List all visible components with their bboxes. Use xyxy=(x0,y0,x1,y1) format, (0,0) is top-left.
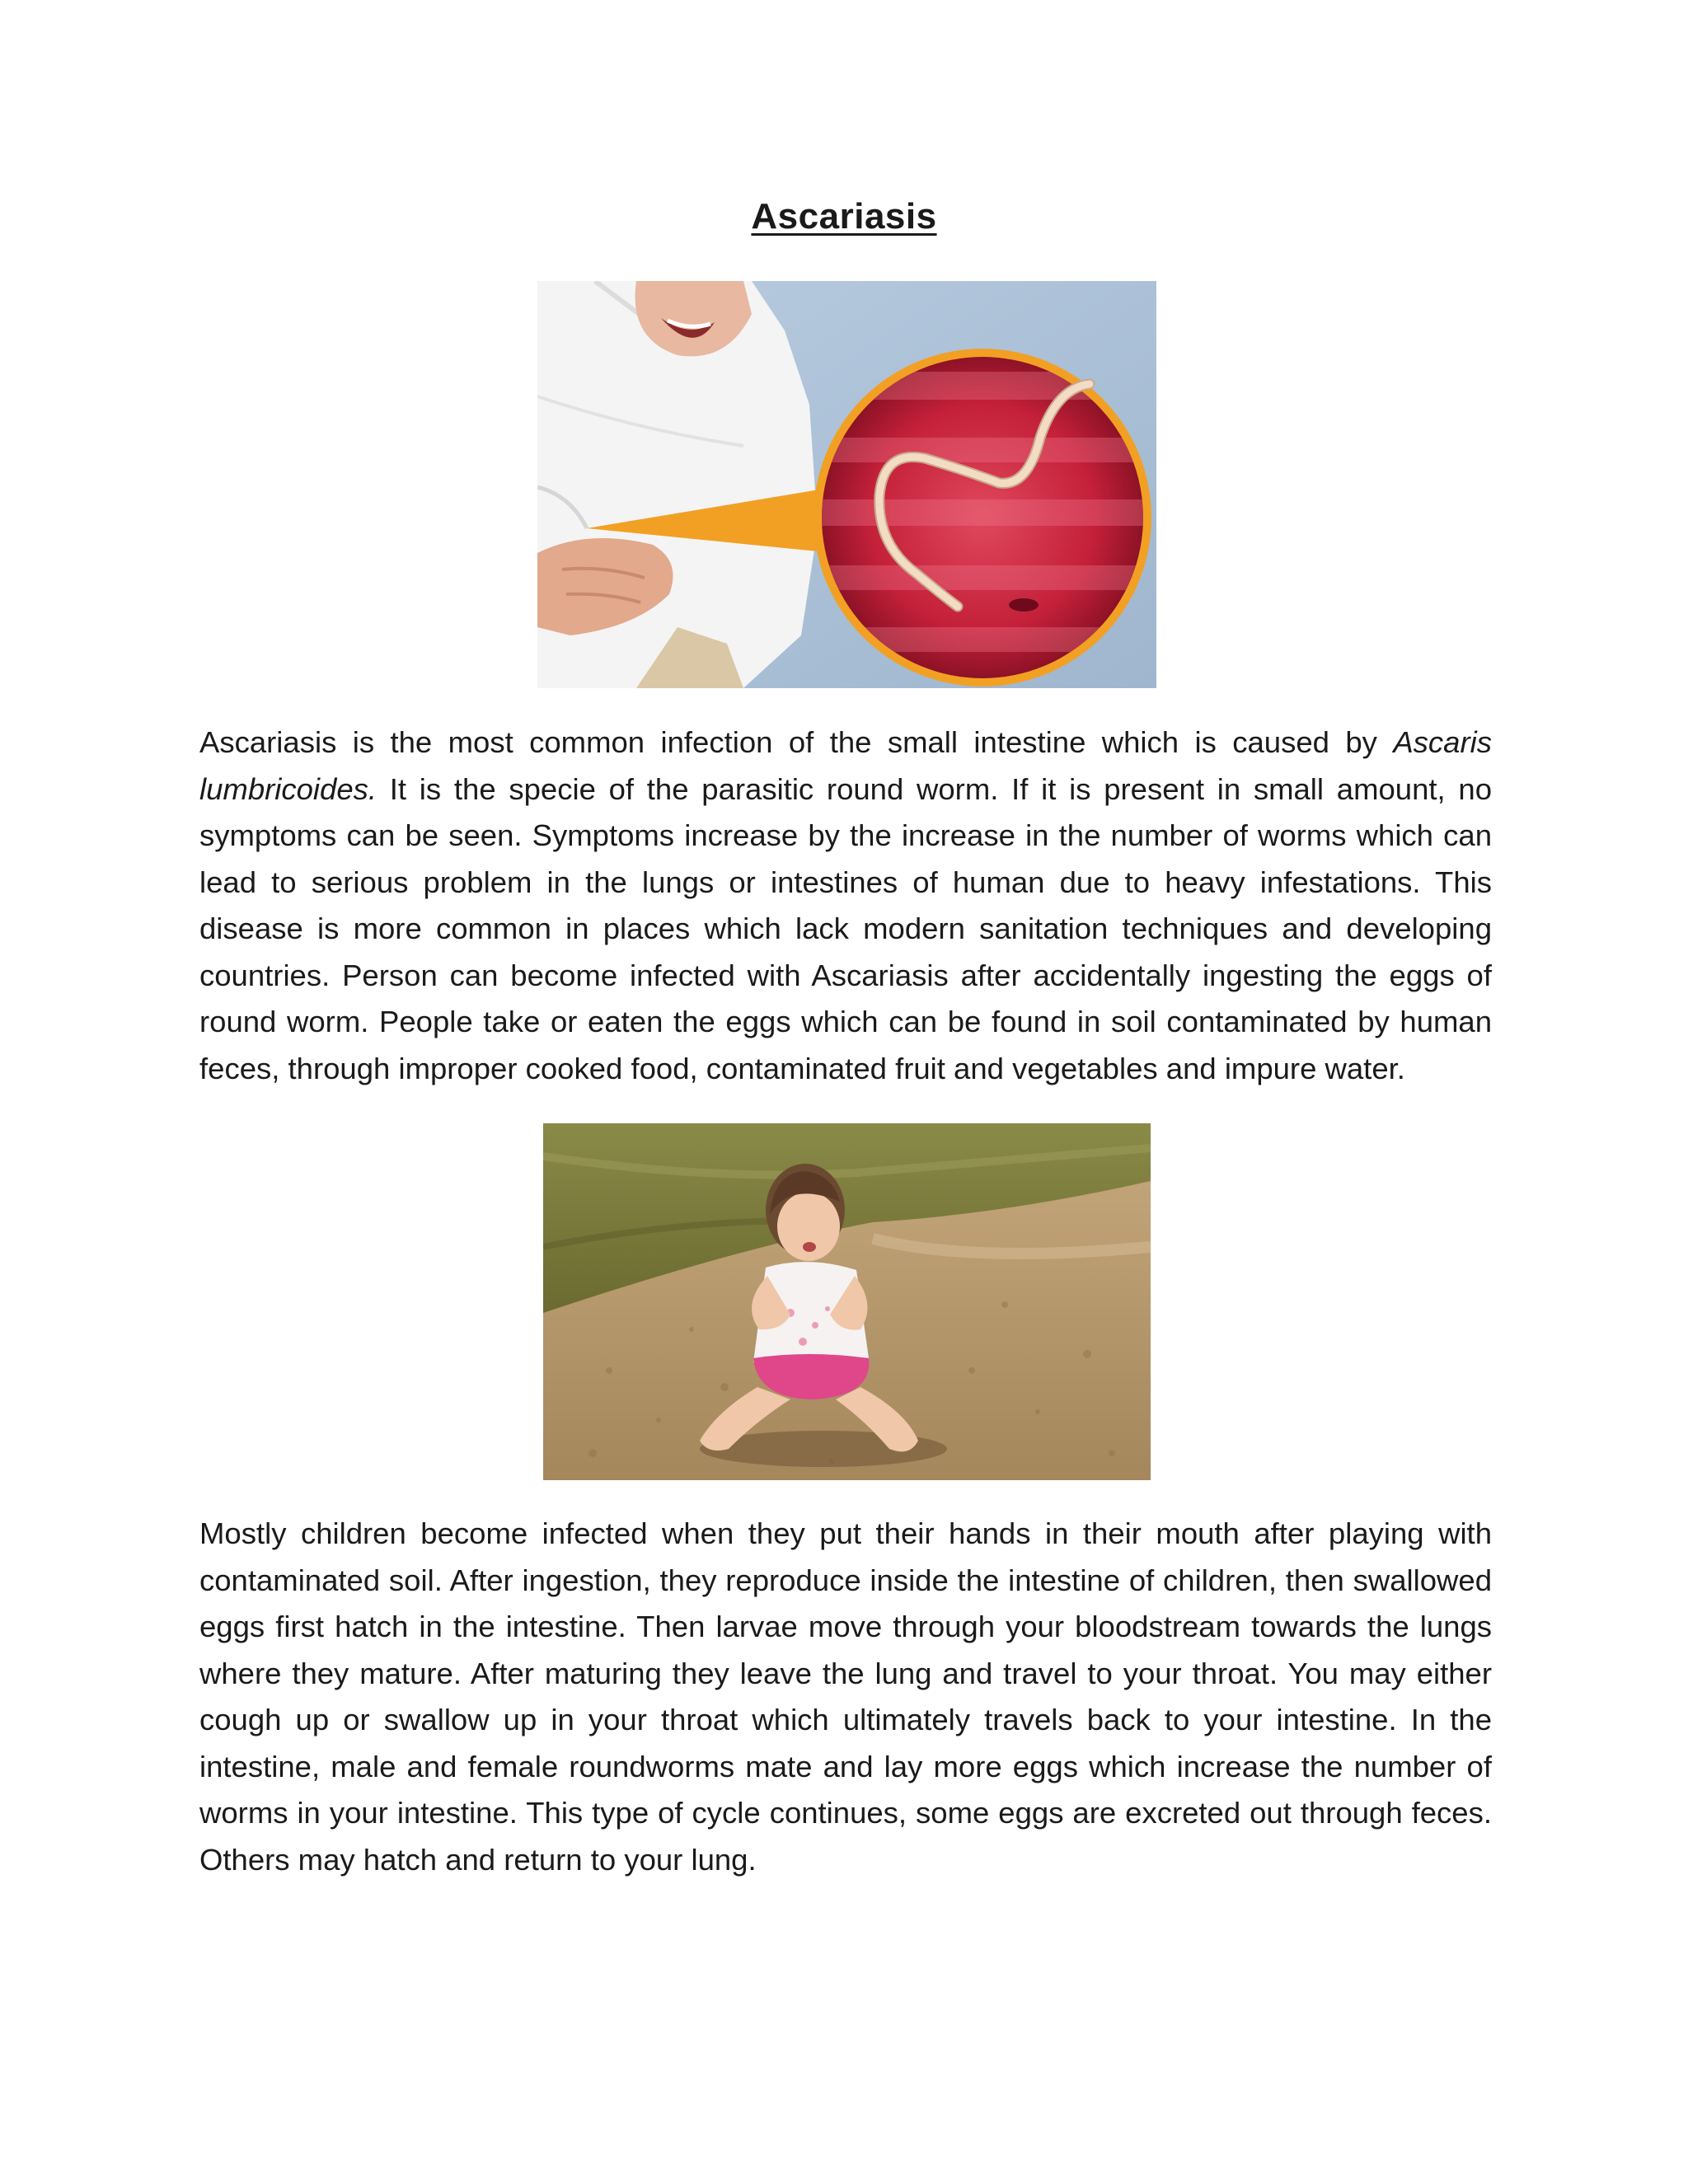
intro-paragraph-text-end: It is the specie of the parasitic round worm. If it is present in small amount, no symptoms can be seen. Symptoms increase by the increase in the number of worms which can lead to serious problem in the lungs or intestines of human due to heavy infestations. This disease is more common in places which lack modern sanitation techniques and developing countries. Person can become infected with Ascariasis after accidentally ingesting the eggs of round worm. People take or eaten the eggs which can be found in soil contaminated by human feces, through improper cooked food, contaminated fruit and vegetables and impure water. xyxy=(199,771,1492,1085)
intro-paragraph xyxy=(199,719,1492,1092)
species-name: Ascaris lumbricoides. xyxy=(199,725,1492,806)
stomach-pain-illustration xyxy=(537,281,1156,688)
child-in-soil-photo xyxy=(543,1123,1151,1480)
infection-cycle-paragraph: Mostly children become infected when they put their hands in their mouth after playing with contaminated soil. After ingestion, they reproduce inside the intestine of children, then swallowed eggs first hatch in the intestine. Then larvae move through your bloodstream towards the lungs where they mature. After maturing they leave the lung and travel to your throat. You may either cough up or swallow up in your throat which ultimately travels back to your intestine. In the intestine, male and female roundworms mate and lay more eggs which increase the number of worms in your intestine. This type of cycle continues, some eggs are excreted out through feces. Others may hatch and return to your lung. xyxy=(199,1516,1492,1877)
page-title: Ascariasis xyxy=(751,196,937,237)
intro-paragraph-text-start: Ascariasis is the most common infection of the small intestine which is caused by xyxy=(199,725,1394,759)
